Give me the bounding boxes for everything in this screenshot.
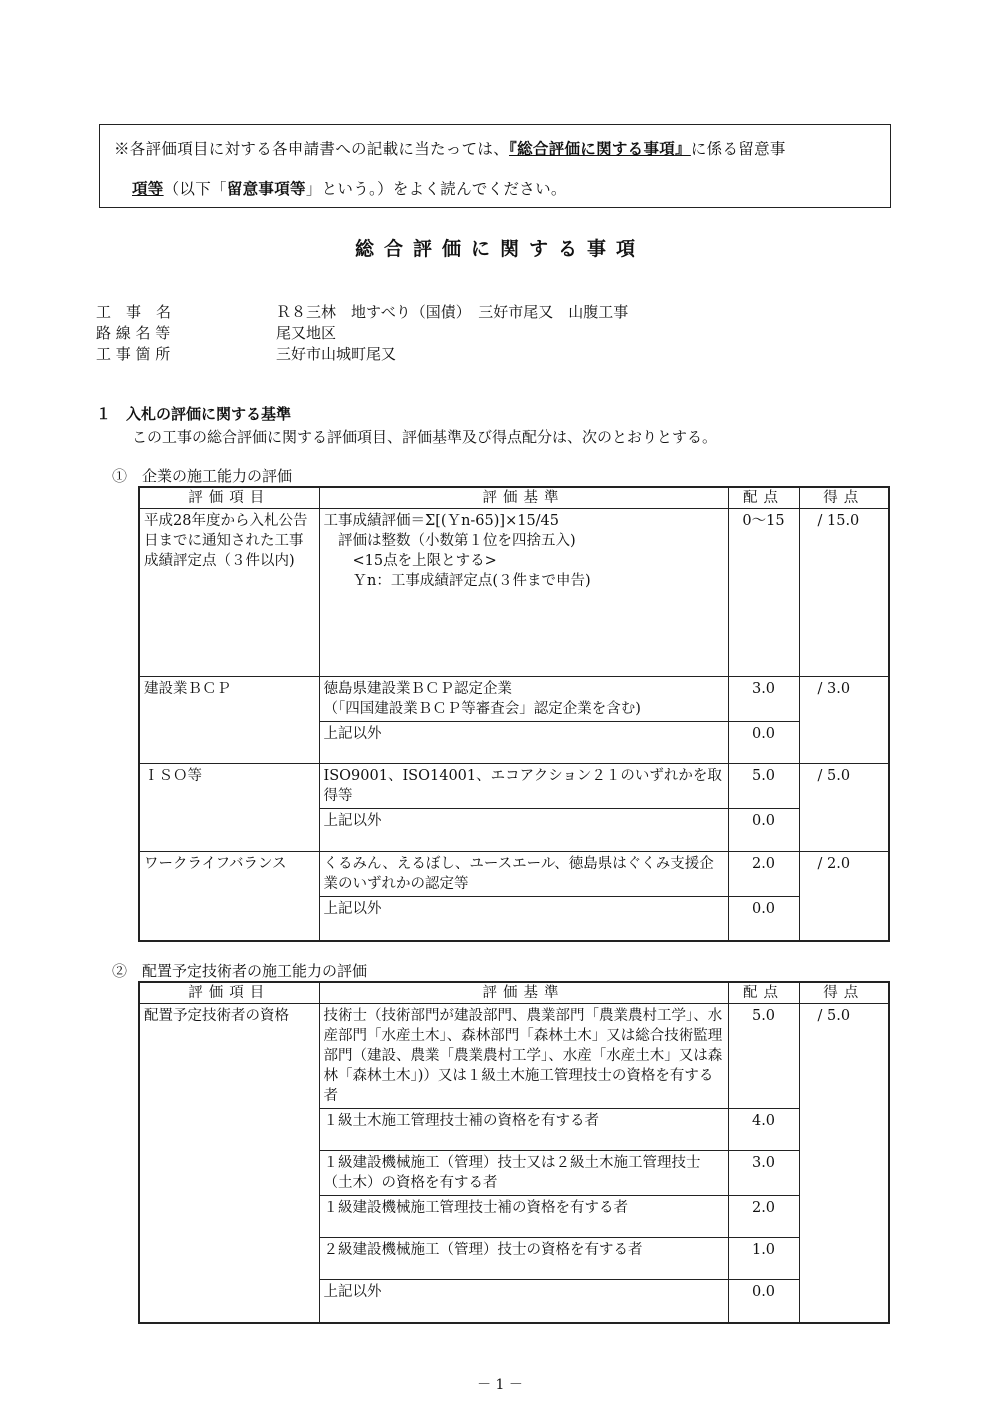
eval-criteria: くるみん、えるぼし、ユースエール、徳島県はぐくみ支援企業のいずれかの認定等 [319,852,728,897]
info-value: Ｒ８三林 地すべり（国債） 三好市尾又 山腹工事 [276,303,629,321]
table-row [139,852,889,897]
eval-points: 0.0 [728,897,799,941]
eval-score: / 5.0 [799,764,889,852]
header-points: 配点 [728,487,799,509]
engineer-evaluation-table [138,981,890,1324]
table-row [139,764,889,809]
eval-item: ワークライフバランス [139,852,319,941]
header-points: 配点 [728,982,799,1004]
notice-emphasis: 『総合評価に関する事項』 [509,140,691,158]
eval-points: 0.0 [728,1280,799,1323]
header-criteria: 評価基準 [319,982,728,1004]
eval-points: 3.0 [728,677,799,722]
table-row [139,677,889,722]
eval-score: / 5.0 [799,1004,889,1323]
notice-box [99,124,891,208]
table1-heading: ① 企業の施工能力の評価 [112,467,293,485]
page-number: － 1 － [477,1377,523,1393]
table-header-row [139,487,889,509]
table-row [139,1004,889,1109]
eval-points: 4.0 [728,1109,799,1151]
eval-score: / 2.0 [799,852,889,941]
notice-line-2 [132,177,567,199]
eval-criteria: １級建設機械施工管理技士補の資格を有する者 [319,1196,728,1238]
eval-score: / 15.0 [799,509,889,677]
eval-criteria: ISO9001、ISO14001、エコアクション２１のいずれかを取得等 [319,764,728,809]
notice-text: ※各評価項目に対する各申請書への記載に当たっては、 [114,140,510,158]
eval-criteria: ２級建設機械施工（管理）技士の資格を有する者 [319,1238,728,1280]
notice-line-1 [114,137,786,159]
header-item: 評価項目 [139,487,319,509]
eval-item: 建設業ＢＣＰ [139,677,319,764]
info-label: 路 線 名 等 [96,324,171,342]
section-description: この工事の総合評価に関する評価項目、評価基準及び得点配分は、次のとおりとする。 [132,428,718,446]
document-title: 総合評価に関する事項 [354,238,645,260]
eval-score: / 3.0 [799,677,889,764]
table2-heading: ② 配置予定技術者の施工能力の評価 [112,962,368,980]
info-row-project-name [96,301,628,322]
table-row [139,509,889,677]
info-row-location [96,343,396,364]
eval-points: 2.0 [728,852,799,897]
eval-points: 0.0 [728,722,799,764]
notice-bold: 留意事項等 [226,180,306,198]
eval-points: 2.0 [728,1196,799,1238]
notice-emphasis: 項等 [132,180,164,198]
eval-points: 0.0 [728,809,799,852]
notice-text: （以下「 [163,180,227,198]
info-row-route [96,322,336,343]
eval-points: 0～15 [728,509,799,677]
eval-points: 3.0 [728,1151,799,1196]
eval-criteria: 上記以外 [319,897,728,941]
eval-points: 5.0 [728,1004,799,1109]
header-criteria: 評価基準 [319,487,728,509]
eval-criteria: 上記以外 [319,809,728,852]
info-value: 三好市山城町尾又 [276,345,397,363]
eval-criteria: 徳島県建設業ＢＣＰ認定企業 （「四国建設業ＢＣＰ等審査会」認定企業を含む) [319,677,728,722]
eval-item: 平成28年度から入札公告日までに通知された工事成績評定点（３件以内) [139,509,319,677]
eval-criteria: 上記以外 [319,722,728,764]
table-header-row [139,982,889,1004]
section-heading: １ 入札の評価に関する基準 [96,405,292,423]
eval-points: 1.0 [728,1238,799,1280]
notice-text: に係る留意事 [690,140,786,158]
info-label: 工 事 名 [96,303,172,321]
header-score: 得点 [799,982,889,1004]
eval-item: 配置予定技術者の資格 [139,1004,319,1323]
eval-points: 5.0 [728,764,799,809]
eval-item: ＩＳＯ等 [139,764,319,852]
eval-criteria: １級土木施工管理技士補の資格を有する者 [319,1109,728,1151]
eval-criteria: 技術士（技術部門が建設部門、農業部門「農業農村工学」、水産部門「水産土木」、森林部門「森林土木」又は総合技術監理部門（建設、農業「農業農村工学」、水産「水産土木」又は森林「森林土木」)）又は１級土木施工管理技士の資格を有する者 [319,1004,728,1109]
eval-criteria: １級建設機械施工（管理）技士又は２級土木施工管理技士（土木）の資格を有する者 [319,1151,728,1196]
header-score: 得点 [799,487,889,509]
info-label: 工 事 箇 所 [96,345,171,363]
notice-text: 」という。）をよく読んでください。 [305,180,567,198]
eval-criteria: 工事成績評価＝Σ[(Ｙn-65)]×15/45 評価は整数（小数第１位を四捨五入) <15点を上限とする> Ｙn：工事成績評定点(３件まで申告) [319,509,728,677]
eval-criteria: 上記以外 [319,1280,728,1323]
info-value: 尾又地区 [276,324,337,342]
header-item: 評価項目 [139,982,319,1004]
company-evaluation-table [138,486,890,942]
